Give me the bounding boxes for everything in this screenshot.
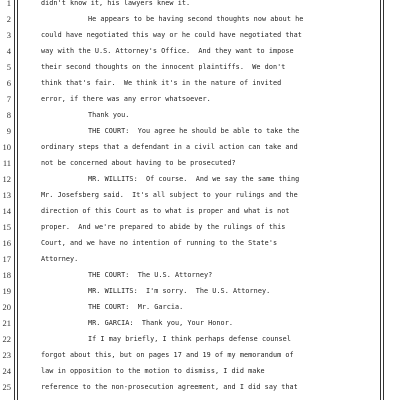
line-number: 3: [6, 30, 11, 40]
transcript-line-1: [0, 0, 400, 11]
line-number: 17: [2, 254, 11, 264]
line-text: didn't know it, his lawyers knew it.: [41, 0, 191, 7]
line-text: error, if there was any error whatsoever.: [41, 95, 211, 103]
line-number: 2: [6, 14, 11, 24]
transcript-line-15: [0, 219, 400, 235]
line-number: 22: [2, 334, 11, 344]
line-text: THE COURT: Mr. Garcia.: [88, 303, 184, 311]
line-number: 15: [2, 222, 11, 232]
transcript-line-20: [0, 299, 400, 315]
transcript-line-22: [0, 331, 400, 347]
transcript-line-6: [0, 75, 400, 91]
transcript-line-23: [0, 347, 400, 363]
line-text: Court, and we have no intention of running to the State's: [41, 239, 278, 247]
line-number: 8: [6, 110, 11, 120]
line-number: 6: [6, 78, 11, 88]
line-number: 12: [2, 174, 11, 184]
line-text: THE COURT: The U.S. Attorney?: [88, 271, 213, 279]
line-text: think that's fair. We think it's in the nature of invited: [41, 79, 282, 87]
line-number: 7: [6, 94, 11, 104]
line-number: 11: [2, 158, 11, 168]
line-text: If I may briefly, I think perhaps defense counsel: [88, 335, 291, 343]
transcript-line-8: [0, 107, 400, 123]
line-number: 16: [2, 238, 11, 248]
line-number: 1: [6, 0, 11, 8]
line-number: 10: [2, 142, 11, 152]
line-text: way with the U.S. Attorney's Office. And they want to impose: [41, 47, 294, 55]
line-number: 23: [2, 350, 11, 360]
line-text: proper. And we're prepared to abide by the rulings of this: [41, 223, 286, 231]
transcript-line-13: [0, 187, 400, 203]
transcript-line-16: [0, 235, 400, 251]
line-text: their second thoughts on the innocent plaintiffs. We don't: [41, 63, 286, 71]
line-number: 4: [6, 46, 11, 56]
line-number: 25: [2, 382, 11, 392]
line-text: could have negotiated this way or he could have negotiated that: [41, 31, 302, 39]
line-number: 18: [2, 270, 11, 280]
line-text: MR. WILLITS: Of course. And we say the same thing: [88, 175, 300, 183]
transcript-line-12: [0, 171, 400, 187]
transcript-line-11: [0, 155, 400, 171]
transcript-line-3: [0, 27, 400, 43]
line-number: 14: [2, 206, 11, 216]
line-text: Mr. Josefsberg said. It's all subject to your rulings and the: [41, 191, 298, 199]
line-number: 5: [6, 62, 11, 72]
line-text: Attorney.: [41, 255, 79, 263]
line-text: reference to the non-prosecution agreement, and I did say that: [41, 383, 298, 391]
line-text: He appears to be having second thoughts now about he: [88, 15, 304, 23]
transcript-line-19: [0, 283, 400, 299]
transcript-line-25: [0, 379, 400, 395]
line-number: 19: [2, 286, 11, 296]
transcript-line-14: [0, 203, 400, 219]
transcript-line-17: [0, 251, 400, 267]
line-number: 24: [2, 366, 11, 376]
transcript-line-4: [0, 43, 400, 59]
line-text: direction of this Court as to what is proper and what is not: [41, 207, 290, 215]
line-text: not be concerned about having to be prosecuted?: [41, 159, 236, 167]
line-number: 21: [2, 318, 11, 328]
transcript-line-9: [0, 123, 400, 139]
line-number: 13: [2, 190, 11, 200]
transcript-line-18: [0, 267, 400, 283]
transcript-line-10: [0, 139, 400, 155]
line-text: ordinary steps that a defendant in a civil action can take and: [41, 143, 298, 151]
line-text: law in opposition to the motion to dismiss, I did make: [41, 367, 265, 375]
transcript-line-24: [0, 363, 400, 379]
line-number: 9: [6, 126, 11, 136]
line-text: THE COURT: You agree he should be able to take the: [88, 127, 300, 135]
line-text: Thank you.: [88, 111, 130, 119]
line-text: MR. WILLITS: I'm sorry. The U.S. Attorney.: [88, 287, 271, 295]
transcript-line-7: [0, 91, 400, 107]
line-text: MR. GARCIA: Thank you, Your Honor.: [88, 319, 233, 327]
transcript-line-21: [0, 315, 400, 331]
line-text: forgot about this, but on pages 17 and 19 of my memorandum of: [41, 351, 294, 359]
transcript-line-5: [0, 59, 400, 75]
transcript-line-2: [0, 11, 400, 27]
line-number: 20: [2, 302, 11, 312]
